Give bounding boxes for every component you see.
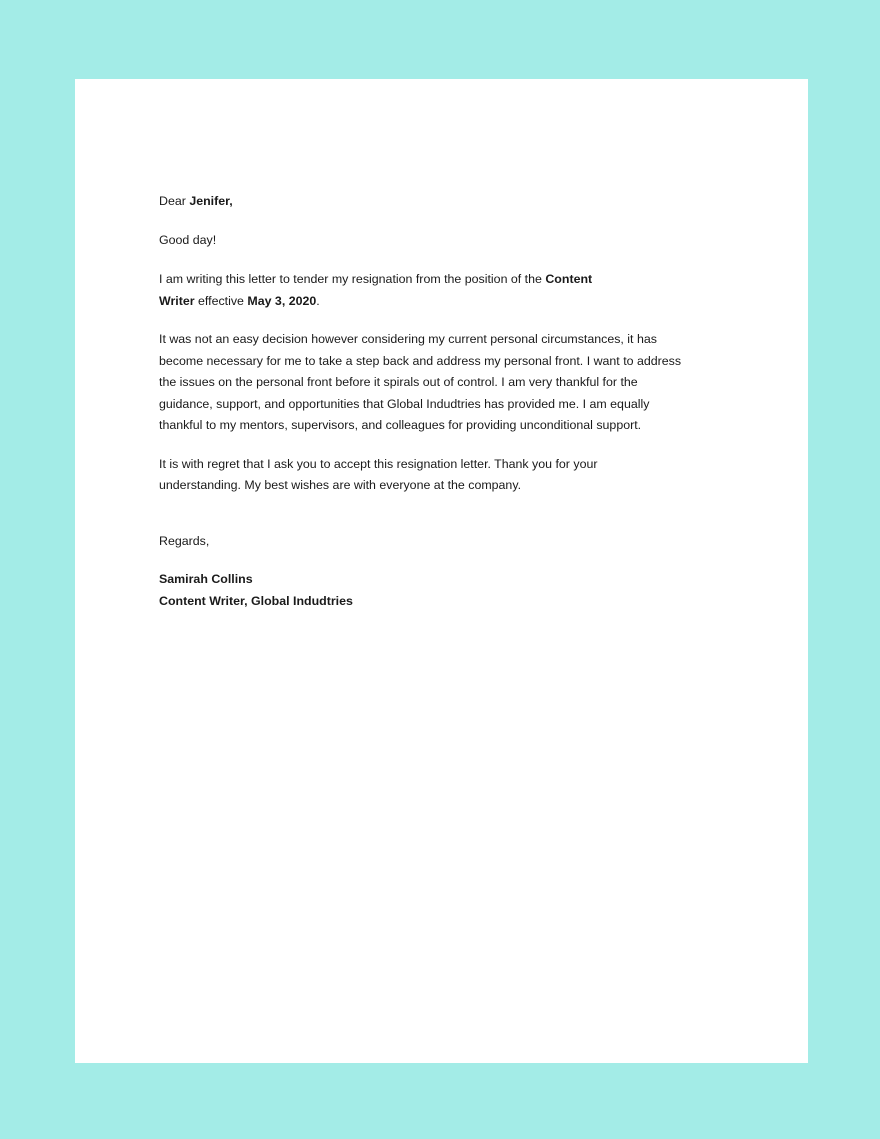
body-paragraph-1 xyxy=(159,329,719,437)
closing: Regards, xyxy=(159,533,210,548)
recipient-name: Jenifer xyxy=(189,194,230,208)
position-part-1: Content xyxy=(545,272,593,286)
salutation-comma: , xyxy=(229,194,233,208)
letter-page xyxy=(75,79,808,1063)
paragraph-line: understanding. My best wishes are with everyone at the company. xyxy=(159,478,522,492)
signature-title: Content Writer, Global Indudtries xyxy=(159,593,353,608)
signature-name: Samirah Collins xyxy=(159,572,253,586)
intro-effective: effective xyxy=(194,293,248,308)
intro-paragraph xyxy=(159,269,719,312)
signature-block xyxy=(159,569,719,612)
effective-date: May 3, 2020 xyxy=(247,293,317,308)
intro-text: I am writing this letter to tender my resignation from the position of the xyxy=(159,272,546,286)
salutation xyxy=(159,191,719,213)
paragraph-line: the issues on the personal front before it spirals out of control. I am very thankful for the xyxy=(159,375,638,389)
body-paragraph-2 xyxy=(159,454,719,497)
letter-body xyxy=(159,191,719,612)
paragraph-line: It is with regret that I ask you to accept this resignation letter. Thank you for your xyxy=(159,456,598,471)
paragraph-line: It was not an easy decision however considering my current personal circumstances, it has xyxy=(159,332,657,346)
paragraph-line: guidance, support, and opportunities that Global Indudtries has provided me. I am equally xyxy=(159,396,650,411)
intro-period: . xyxy=(316,293,320,308)
position-part-2: Writer xyxy=(159,293,195,308)
salutation-prefix: Dear xyxy=(159,194,190,208)
paragraph-line: become necessary for me to take a step back and address my personal front. I want to address xyxy=(159,353,682,368)
paragraph-line: thankful to my mentors, supervisors, and colleagues for providing unconditional support. xyxy=(159,418,642,432)
greeting: Good day! xyxy=(159,232,217,247)
